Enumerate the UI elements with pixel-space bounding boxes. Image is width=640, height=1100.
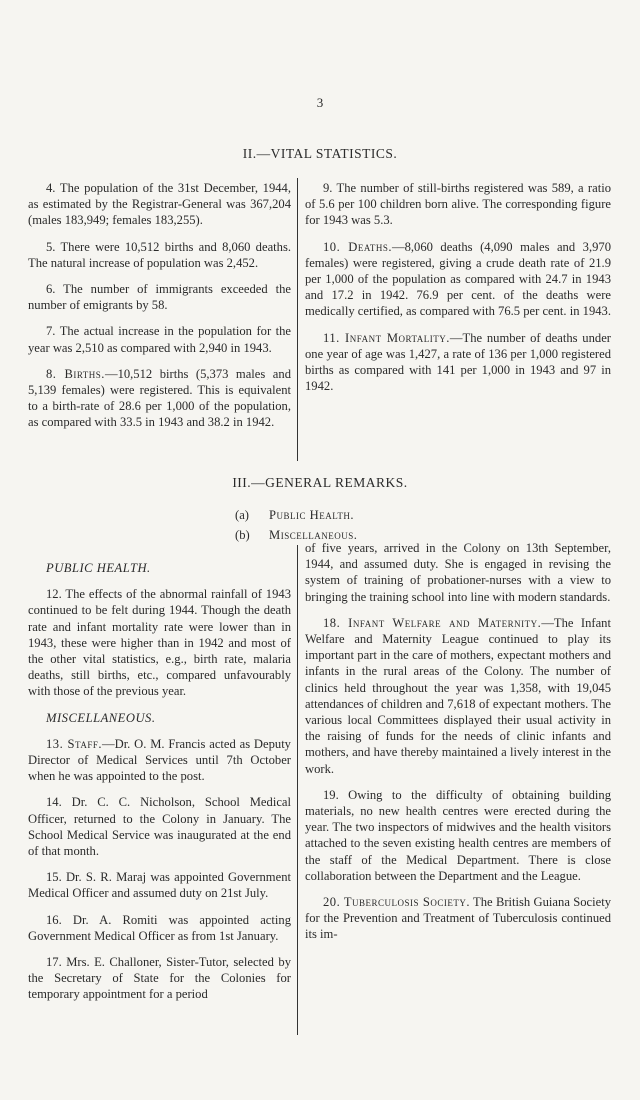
paragraph-12: 12. The effects of the abnormal rainfall of 1943 continued to be felt during 1944. Though the death rate and infant mortality rate were lower than in 1943, these were higher than in 1942 and most of the other vital statistics, e.g., birth rate, malaria deaths, still births, etc., compared unfavourably with those of the previous year. <box>28 587 291 699</box>
paragraph-20-label: 20. Tuberculosis Society. <box>323 895 470 910</box>
paragraph-18 <box>305 615 611 777</box>
paragraph-13-text: —Dr. O. M. Francis acted as Deputy Director of Medical Services until 7th October when he was appointed to the post. <box>28 736 291 784</box>
paragraph-7: 7. The actual increase in the population for the year was 2,510 as compared with 2,940 in 1943. <box>28 324 291 355</box>
paragraph-10-text: —8,060 deaths (4,090 males and 3,970 females) were registered, giving a crude death rate of 21.9 per 1,000 of the population as compared with 24.7 in 1943 and 17.2 in 1942. 76.9 per cent. of the deaths were medically certified, as compared with 76.5 per cent. in 1943. <box>305 239 611 319</box>
paragraph-14: 14. Dr. C. C. Nicholson, School Medical Officer, returned to the Colony in January. The School Medical Service was inaugurated at the end of that month. <box>28 795 291 859</box>
paragraph-20-text: The British Guiana Society for the Prevention and Treatment of Tuberculosis continued its im- <box>305 895 611 942</box>
paragraph-4: 4. The population of the 31st December, 1944, as estimated by the Registrar-General was 367,204 (males 183,949; females 183,255). <box>28 181 291 228</box>
paragraph-9: 9. The number of still-births registered was 589, a ratio of 5.6 per 100 children born alive. The corresponding figure for 1943 was 5.3. <box>305 181 611 228</box>
vital-statistics-left-column <box>28 180 291 441</box>
subsection-marker-a: (a) <box>235 508 249 522</box>
paragraph-5: 5. There were 10,512 births and 8,060 deaths. The natural increase of population was 2,452. <box>28 239 291 270</box>
subheading-public-health: PUBLIC HEALTH. <box>46 561 151 575</box>
paragraph-17: 17. Mrs. E. Challoner, Sister-Tutor, selected by the Secretary of State for the Colonies for temporary appointment for a period <box>28 955 291 1002</box>
column-divider-section-2 <box>297 178 298 461</box>
general-remarks-left-column <box>28 560 291 1013</box>
paragraph-13 <box>28 736 291 785</box>
general-remarks-right-column <box>305 540 611 953</box>
paragraph-8-text: —10,512 births (5,373 males and 5,139 females) were registered. This is equivalent to a birth-rate of 28.6 per 1,000 of the population, as compared with 33.5 in 1943 and 38.2 in 1942. <box>28 366 291 430</box>
vital-statistics-right-column <box>305 180 611 404</box>
section-heading-vital-statistics: II.—VITAL STATISTICS. <box>242 146 398 161</box>
subheading-miscellaneous: MISCELLANEOUS. <box>46 710 156 725</box>
paragraph-8-label: 8. Births. <box>46 366 105 381</box>
paragraph-13-label: 13. Staff. <box>46 736 102 751</box>
paragraph-8 <box>28 366 291 431</box>
paragraph-15: 15. Dr. S. R. Maraj was appointed Government Medical Officer and assumed duty on 21st July. <box>28 870 291 901</box>
paragraph-6: 6. The number of immigrants exceeded the number of emigrants by 58. <box>28 282 291 313</box>
paragraph-10 <box>305 239 611 320</box>
paragraph-17-continued: of five years, arrived in the Colony on 13th September, 1944, and assumed duty. She is engaged in revising the system of training of probationer-nurses with a view to bringing the training school into line with modern standards. <box>305 541 611 604</box>
subsection-label-public-health: Public Health. <box>269 508 355 522</box>
paragraph-19: 19. Owing to the difficulty of obtaining building materials, no new health centres were erected during the year. The two inspectors of midwives and the health visitors attached to the seven existing health centres are members of the staff of the Medical Department. There is close collaboration between the Department and the League. <box>305 787 611 883</box>
paragraph-18-label: 18. Infant Welfare and Maternity. <box>323 615 542 630</box>
subsection-label-miscellaneous: Miscellaneous. <box>269 528 358 542</box>
page-number: 3 <box>316 95 324 110</box>
subsection-item-public-health <box>0 508 640 523</box>
paragraph-10-label: 10. Deaths. <box>323 239 392 254</box>
section-heading-general-remarks: III.—GENERAL REMARKS. <box>232 475 408 490</box>
column-divider-section-3 <box>297 545 298 1035</box>
paragraph-11-text: —The number of deaths under one year of age was 1,427, a rate of 136 per 1,000 registered births as compared with 141 per 1,000 in 1943 and 97 in 1942. <box>305 330 611 394</box>
paragraph-11 <box>305 330 611 395</box>
paragraph-18-text: —The Infant Welfare and Maternity League continued to play its important part in the care of mothers, expectant mothers and infants in the rural areas of the Colony. The number of clinics held throughout the year was 1,358, with 19,045 attendances of children and 7,618 of expectant mothers. The various local Committees displayed their usual activity in the raising of funds for the needs of clinic infants and mothers, and have thereby maintained a lively interest in the work. <box>305 615 611 776</box>
paragraph-11-label: 11. Infant Mortality. <box>323 330 450 345</box>
paragraph-20 <box>305 894 611 943</box>
subsection-marker-b: (b) <box>235 528 250 542</box>
paragraph-16: 16. Dr. A. Romiti was appointed acting Government Medical Officer as from 1st January. <box>28 912 291 943</box>
